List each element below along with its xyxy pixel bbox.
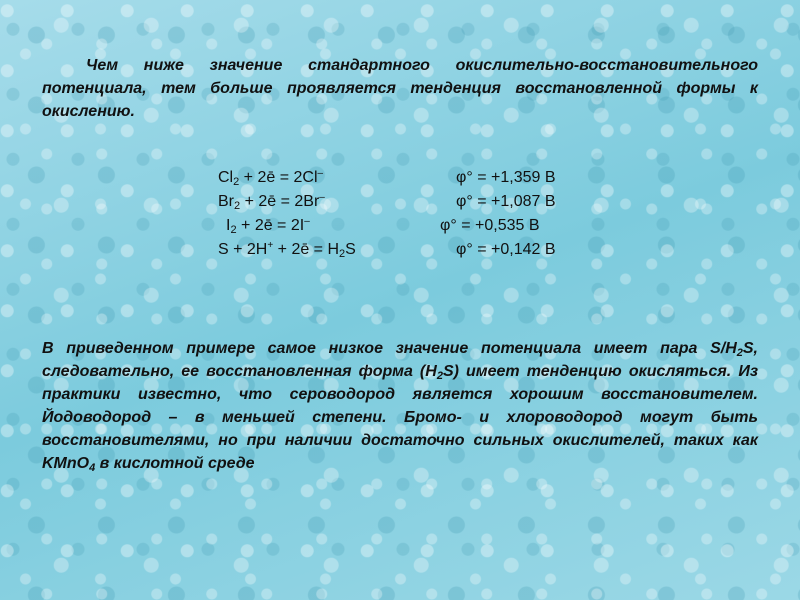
equation-formula: $Cl_2$ + 2ē = 2Cl–	[218, 168, 324, 188]
subscript: 4	[89, 462, 96, 474]
subscript: 2	[436, 370, 443, 382]
equation-formula: S + 2H+ + 2ē = $H_2S$	[218, 240, 356, 260]
intro-paragraph: Чем ниже значение стандартного окислительно-восстановительного потенциала, тем больше проявляется тенденция восстановленной формы к окислению.	[42, 57, 758, 120]
superscript: –	[317, 168, 324, 179]
conclusion-paragraph: В приведенном примере самое низкое значение потенциала имеет пара $S/H_2S$, следовательно, ее восстановленная форма $(H_2S)$ имеет тенденцию окисляться. Из практики известно, что сероводород является хорошим восстановителем. Йодоводород – в меньшей степени. Бромо- и хлороводород могут быть восстановителями, но при наличии достаточно сильных окислителей, таких как KMnO$_4$ в кислотной среде	[42, 340, 758, 474]
equation-potential: φ° = +1,359 В	[456, 169, 556, 186]
subscript: 2	[233, 176, 240, 188]
superscript: +	[267, 240, 274, 251]
superscript: –	[319, 192, 325, 203]
equation-potential: φ° = +0,535 В	[440, 217, 540, 234]
subscript: 2	[339, 248, 346, 260]
equation-potential: φ° = +1,087 В	[456, 193, 556, 210]
superscript: –	[304, 216, 310, 227]
equation-formula: $Br_2$ + 2ē = 2Br–	[218, 192, 325, 212]
subscript: 2	[230, 224, 237, 236]
subscript: 2	[736, 347, 743, 359]
equation-formula: $I_2$ + 2ē = 2I–	[226, 216, 310, 236]
subscript: 2	[234, 200, 241, 212]
equation-potential: φ° = +0,142 В	[456, 241, 556, 258]
